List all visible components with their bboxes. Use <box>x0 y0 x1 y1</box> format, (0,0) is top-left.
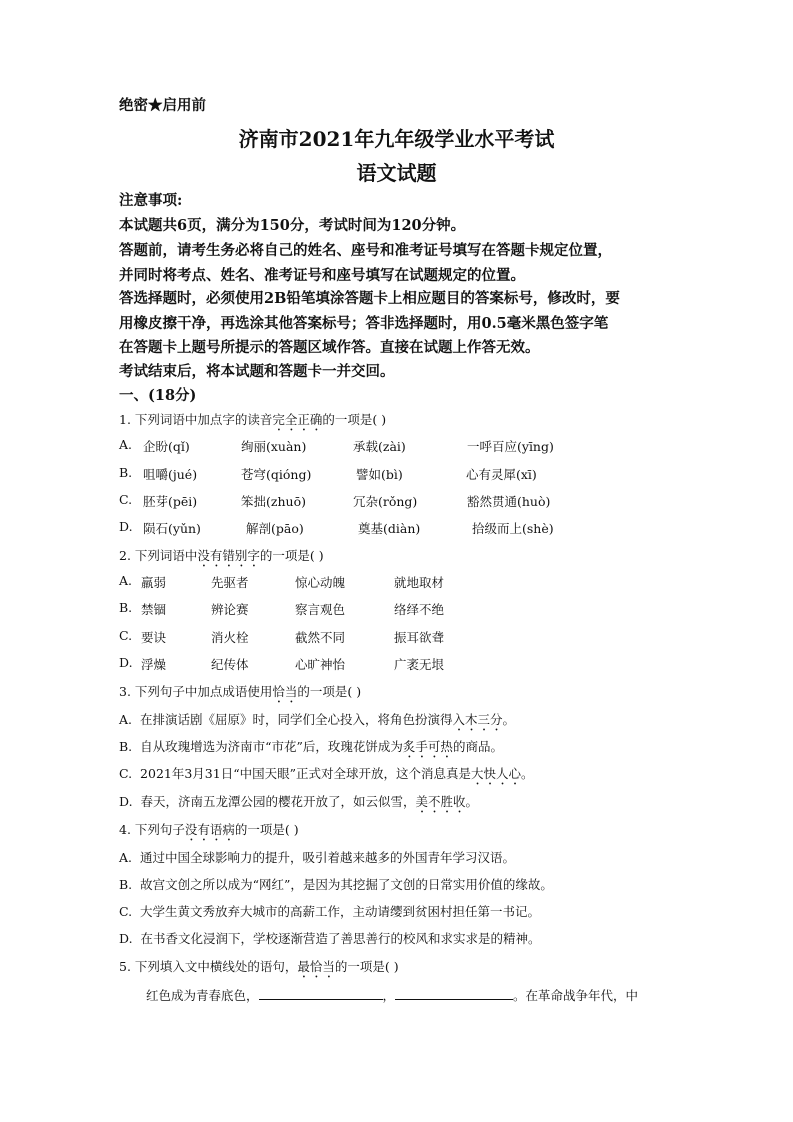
option-item: 企盼(qǐ) <box>143 439 190 454</box>
option-item: 咀嚼(jué) <box>143 467 198 482</box>
stem-emphasis: 恰当 <box>272 684 298 699</box>
option-text: 在排演话剧《屈原》时，同学们全心投入，将角色扮演得 <box>139 712 453 727</box>
option-item: 络绎不绝 <box>394 602 445 617</box>
option-item: 冗杂(rǒng) <box>353 494 418 509</box>
option-label: D. <box>119 794 133 809</box>
passage-text: 。在革命战争年代，中 <box>513 988 639 1003</box>
option-item: 承载(zài) <box>353 439 406 454</box>
option-item: 心旷神怡 <box>295 657 346 672</box>
option-line <box>119 792 478 816</box>
stem-text: 的一项是( ) <box>234 822 299 837</box>
option-item: 先驱者 <box>211 575 249 590</box>
stem-text: 的一项是( ) <box>334 959 399 974</box>
option-emphasis: 炙手可热 <box>402 739 453 754</box>
option-label: A. <box>119 712 133 727</box>
option-item: 笨拙(zhuō) <box>241 494 306 509</box>
option-line <box>119 764 534 788</box>
option-label: B. <box>119 877 133 892</box>
option-item: 禁锢 <box>141 602 167 617</box>
option-line <box>119 875 553 893</box>
stem-emphasis: 没有错别字 <box>197 548 260 563</box>
option-label: A. <box>119 437 133 452</box>
stem-text: 3. 下列句子中加点成语使用 <box>119 684 273 699</box>
option-emphasis: 美不胜收 <box>415 794 466 809</box>
option-item: 苍穹(qióng) <box>241 467 312 482</box>
option-line <box>119 848 515 866</box>
option-item: 心有灵犀(xī) <box>466 467 537 482</box>
secret-label: 绝密★启用前 <box>119 97 206 114</box>
question-4-stem <box>119 820 299 844</box>
option-line <box>119 737 503 761</box>
option-item: 消火栓 <box>211 630 249 645</box>
stem-text: 5. 下列填入文中横线处的语句， <box>119 959 298 974</box>
option-label: B. <box>119 600 133 615</box>
option-item: 奠基(diàn) <box>358 521 421 536</box>
stem-text: 2. 下列词语中 <box>119 548 198 563</box>
stem-emphasis: 最恰当 <box>297 959 335 974</box>
option-item: 广袤无垠 <box>394 657 445 672</box>
stem-emphasis: 完全正确 <box>272 412 323 427</box>
option-label: B. <box>119 465 133 480</box>
exam-subtitle: 语文试题 <box>356 161 437 185</box>
option-label: D. <box>119 931 133 946</box>
option-item: 就地取材 <box>394 575 445 590</box>
option-text: 2021年3月31日“中国天眼”正式对全球开放，这个消息真是 <box>140 766 471 781</box>
option-label: C. <box>119 628 133 643</box>
option-item: 截然不同 <box>295 630 346 645</box>
exam-title: 济南市2021年九年级学业水平考试 <box>238 127 555 151</box>
option-item: 譬如(bì) <box>356 467 403 482</box>
option-item: 察言观色 <box>295 602 346 617</box>
question-3-stem <box>119 682 361 706</box>
option-item: 一呼百应(yīng) <box>467 439 554 454</box>
option-label: A. <box>119 850 133 865</box>
option-item: 胚芽(pēi) <box>143 494 198 509</box>
option-label: C. <box>119 904 133 919</box>
option-text: 。 <box>465 794 479 809</box>
question-5-passage <box>146 986 638 1004</box>
question-2-stem <box>119 546 324 570</box>
notice-line: 并同时将考点、姓名、准考证号和座号填写在试题规定的位置。 <box>119 267 525 284</box>
option-text: 春天，济南五龙潭公园的樱花开放了，如云似雪， <box>140 794 416 809</box>
notice-heading: 注意事项: <box>119 192 183 209</box>
stem-text: 1. 下列词语中加点字的读音 <box>119 412 273 427</box>
option-item: 拾级而上(shè) <box>472 521 554 536</box>
stem-emphasis: 没有语病 <box>184 822 235 837</box>
option-label: C. <box>119 766 133 781</box>
notice-line: 答选择题时，必须使用2B铅笔填涂答题卡上相应题目的答案标号，修改时，要 <box>119 290 620 307</box>
option-label: A. <box>119 573 133 588</box>
option-emphasis: 入木三分 <box>452 712 503 727</box>
question-1-stem <box>119 410 386 434</box>
option-text: 通过中国全球影响力的提升，吸引着越来越多的外国青年学习汉语。 <box>139 850 515 865</box>
option-text: 大学生黄文秀放弃大城市的高薪工作，主动请缨到贫困村担任第一书记。 <box>140 904 541 919</box>
stem-text: 4. 下列句子 <box>119 822 185 837</box>
option-item: 纪传体 <box>211 657 249 672</box>
option-emphasis: 大快人心 <box>471 766 522 781</box>
option-line <box>119 929 541 947</box>
notice-line: 本试题共6页，满分为150分，考试时间为120分钟。 <box>119 217 466 234</box>
question-5-stem <box>119 957 399 981</box>
option-item: 绚丽(xuàn) <box>241 439 307 454</box>
section-heading: 一、(18分) <box>119 387 197 404</box>
option-line <box>119 902 540 920</box>
option-item: 惊心动魄 <box>295 575 346 590</box>
option-text: 自从玫瑰增选为济南市“市花”后，玫瑰花饼成为 <box>140 739 403 754</box>
option-label: B. <box>119 739 133 754</box>
option-label: C. <box>119 492 133 507</box>
passage-text: 红色成为青春底色， <box>146 988 259 1003</box>
option-item: 解剖(pāo) <box>246 521 304 536</box>
option-item: 振耳欲聋 <box>394 630 445 645</box>
stem-text: 的一项是( ) <box>322 412 387 427</box>
notice-line: 答题前，请考生务必将自己的姓名、座号和准考证号填写在答题卡规定位置， <box>119 242 612 259</box>
option-text: 的商品。 <box>452 739 503 754</box>
stem-text: 的一项是( ) <box>297 684 362 699</box>
option-item: 辨论赛 <box>211 602 249 617</box>
option-text: 故宫文创之所以成为“网红”，是因为其挖掘了文创的日常实用价值的缘故。 <box>140 877 553 892</box>
option-text: 。 <box>521 766 534 781</box>
option-item: 豁然贯通(huò) <box>467 494 551 509</box>
option-item: 羸弱 <box>141 575 167 590</box>
option-text: 在书香文化浸润下，学校逐渐营造了善思善行的校风和求实求是的精神。 <box>140 931 541 946</box>
option-line <box>119 710 515 734</box>
stem-text: 的一项是( ) <box>259 548 324 563</box>
passage-text: ， <box>382 988 396 1003</box>
notice-line: 在答题卡上题号所提示的答题区域作答。直接在试题上作答无效。 <box>119 339 540 356</box>
option-item: 浮燥 <box>141 657 167 672</box>
answer-blank <box>395 987 513 1000</box>
option-label: D. <box>119 519 133 534</box>
notice-line: 考试结束后，将本试题和答题卡一并交回。 <box>119 363 395 380</box>
option-item: 要诀 <box>141 630 167 645</box>
notice-line: 用橡皮擦干净，再选涂其他答案标号；答非选择题时，用0.5毫米黑色签字笔 <box>119 315 609 332</box>
answer-blank <box>259 987 383 1000</box>
option-item: 陨石(yǔn) <box>143 521 201 536</box>
option-text: 。 <box>502 712 516 727</box>
option-label: D. <box>119 655 133 670</box>
